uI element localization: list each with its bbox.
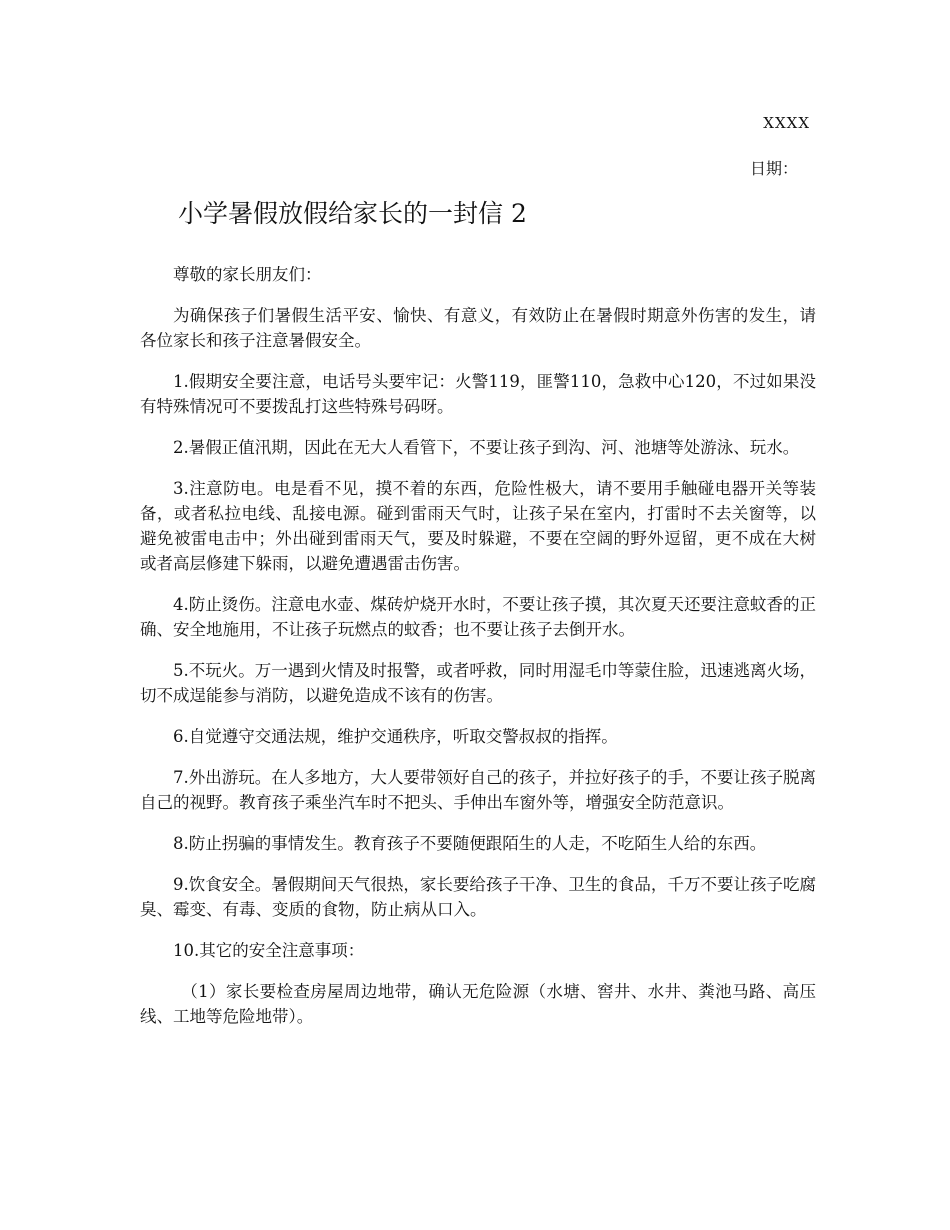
paragraph-intro: 为确保孩子们暑假生活平安、愉快、有意义，有效防止在暑假时期意外伤害的发生，请各位家长和孩子注意暑假安全。 [140, 306, 816, 350]
document-code: XXXX [763, 114, 810, 132]
paragraph-item-8: 8.防止拐骗的事情发生。教育孩子不要随便跟陌生的人走，不吃陌生人给的东西。 [173, 834, 767, 853]
paragraph-item-9: 9.饮食安全。暑假期间天气很热，家长要给孩子干净、卫生的食品，千万不要让孩子吃腐臭、霉变、有毒、变质的食物，防止病从口入。 [140, 875, 816, 919]
paragraph-item-7: 7.外出游玩。在人多地方，大人要带领好自己的孩子，并拉好孩子的手，不要让孩子脱离自己的视野。教育孩子乘坐汽车时不把头、手伸出车窗外等，增强安全防范意识。 [140, 768, 816, 812]
paragraph-item-6: 6.自觉遵守交通法规，维护交通秩序，听取交警叔叔的指挥。 [173, 727, 618, 746]
paragraph-item-3: 3.注意防电。电是看不见，摸不着的东西，危险性极大，请不要用手触碰电器开关等装备，或者私拉电线、乱接电源。碰到雷雨天气时，让孩子呆在室内，打雷时不去关窗等，以避免被雷电击中；外出碰到雷雨天气，要及时躲避，不要在空阔的野外逗留，更不成在大树或者高层修建下躲雨，以避免遭遇雷击伤害。 [140, 479, 816, 573]
paragraph-item-1: 1.假期安全要注意，电话号头要牢记：火警119，匪警110，急救中心120，不过如果没有特殊情况可不要拨乱打这些特殊号码呀。 [140, 372, 816, 416]
paragraph-item-4: 4.防止烫伤。注意电水壶、煤砖炉烧开水时，不要让孩子摸，其次夏天还要注意蚊香的正确、安全地施用，不让孩子玩燃点的蚊香；也不要让孩子去倒开水。 [140, 595, 816, 639]
date-label: 日期： [749, 159, 798, 178]
paragraph-subitem-1: （1）家长要检查房屋周边地带，确认无危险源（水塘、窖井、水井、粪池马路、高压线、工地等危险地带）。 [140, 982, 816, 1026]
paragraph-item-5: 5.不玩火。万一遇到火情及时报警，或者呼救，同时用湿毛巾等蒙住脸，迅速逃离火场，切不成逞能参与消防，以避免造成不该有的伤害。 [140, 661, 816, 705]
paragraph-item-10: 10.其它的安全注意事项： [173, 941, 365, 960]
paragraph-item-2: 2.暑假正值汛期，因此在无大人看管下，不要让孩子到沟、河、池塘等处游泳、玩水。 [173, 438, 800, 457]
greeting: 尊敬的家长朋友们： [173, 265, 322, 284]
letter-body [140, 262, 816, 1045]
letter-title: 小学暑假放假给家长的一封信 2 [178, 199, 527, 228]
